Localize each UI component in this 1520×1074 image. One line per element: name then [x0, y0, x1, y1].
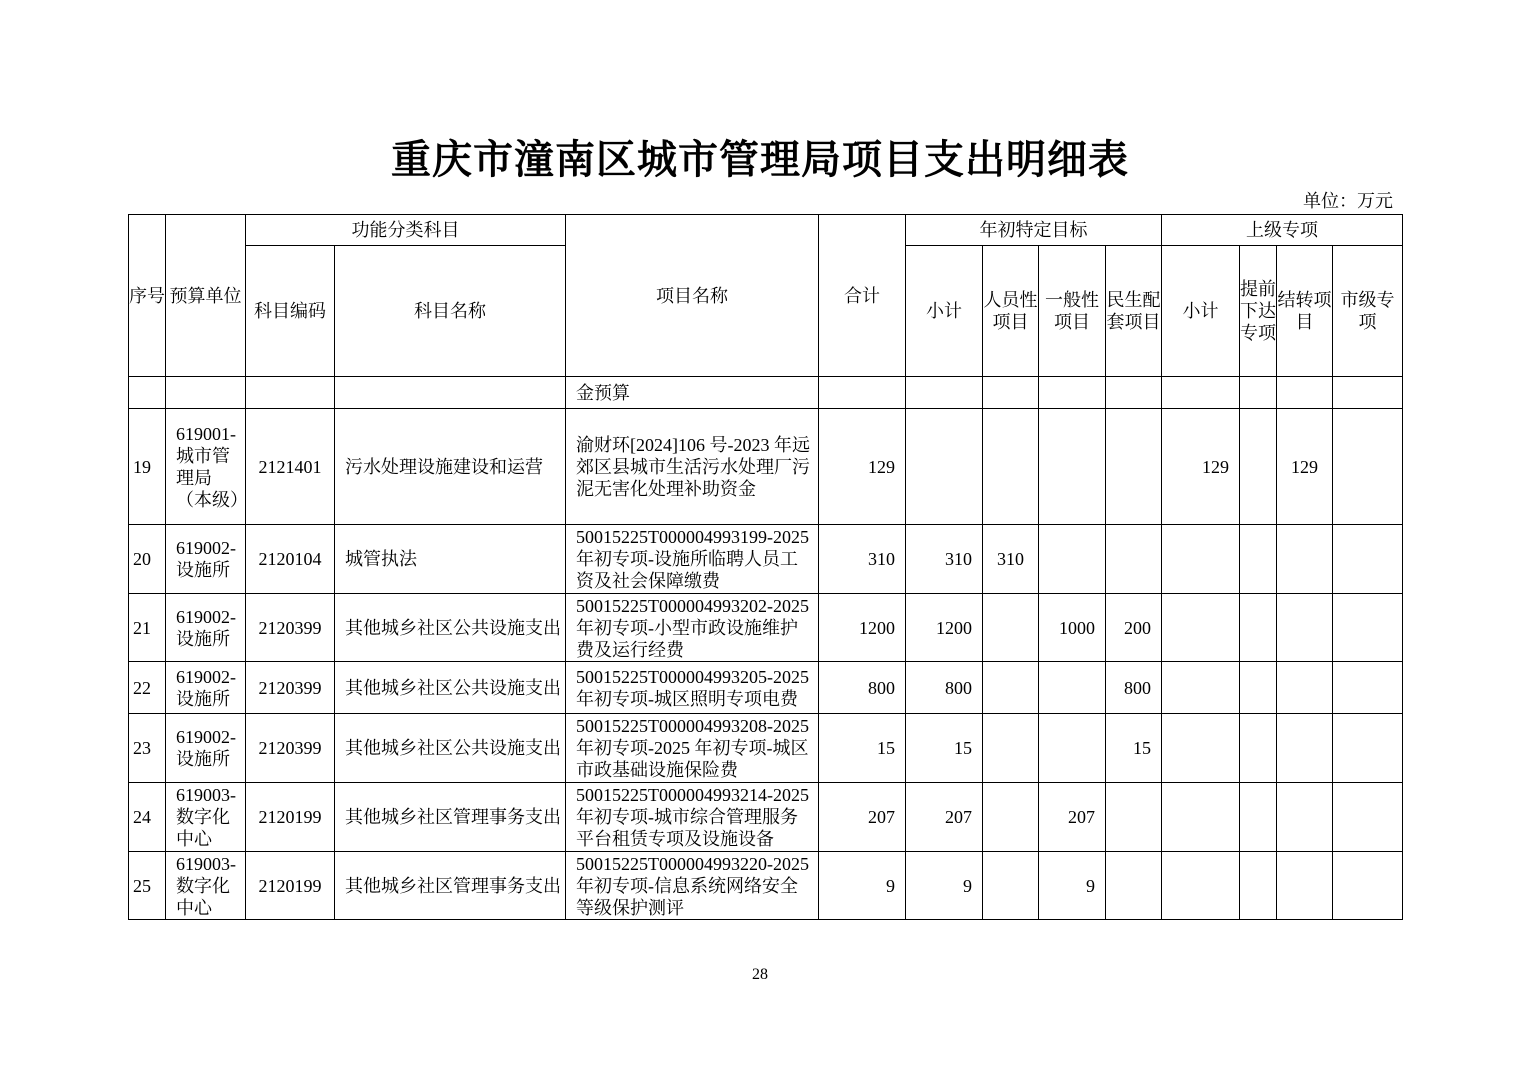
cell-budget-unit: 619002-设施所: [166, 525, 246, 594]
cell-subject-code: 2120399: [246, 714, 335, 783]
cell-sup-advance: [1240, 852, 1277, 920]
cell-sup-city: [1333, 714, 1403, 783]
cell-sup-advance: [1240, 525, 1277, 594]
cell-at-subtotal: 310: [906, 525, 983, 594]
cell-at-subtotal: 800: [906, 662, 983, 714]
cell-at-livelihood: [1106, 525, 1162, 594]
cell-total: 129: [819, 409, 906, 525]
header-subject-name: 科目名称: [335, 246, 566, 377]
cell-sup-advance: [1240, 409, 1277, 525]
cell-sup-carryover: [1277, 662, 1333, 714]
cell-subject-code: 2120399: [246, 662, 335, 714]
cell-sup-subtotal: [1162, 594, 1240, 662]
cell-index: 19: [129, 409, 166, 525]
cell-at-subtotal: [906, 409, 983, 525]
cell-sup-city: [1333, 852, 1403, 920]
continuation-project-name: 金预算: [566, 377, 819, 409]
cell-sup-carryover: 129: [1277, 409, 1333, 525]
header-sup-advance: 提前下达专项: [1240, 246, 1277, 377]
cell-sup-city: [1333, 525, 1403, 594]
cell-at-livelihood: 15: [1106, 714, 1162, 783]
cell-index: 21: [129, 594, 166, 662]
header-total: 合计: [819, 215, 906, 377]
cell-sup-subtotal: [1162, 525, 1240, 594]
cell-at-personnel: 310: [983, 525, 1039, 594]
cell-subject-name: 其他城乡社区管理事务支出: [335, 852, 566, 920]
cell-at-personnel: [983, 594, 1039, 662]
cell-at-subtotal: 15: [906, 714, 983, 783]
cell-at-livelihood: [1106, 783, 1162, 852]
header-project-name: 项目名称: [566, 215, 819, 377]
cell-total: 1200: [819, 594, 906, 662]
header-at-livelihood: 民生配套项目: [1106, 246, 1162, 377]
cell-sup-advance: [1240, 783, 1277, 852]
cell-sup-carryover: [1277, 714, 1333, 783]
cell-at-subtotal: 1200: [906, 594, 983, 662]
cell-budget-unit: 619002-设施所: [166, 594, 246, 662]
cell-sup-subtotal: [1162, 783, 1240, 852]
table-row: [129, 662, 1403, 714]
cell-total: 800: [819, 662, 906, 714]
page-number: 28: [752, 966, 768, 983]
cell-sup-city: [1333, 783, 1403, 852]
cell-sup-city: [1333, 409, 1403, 525]
table-row: [129, 783, 1403, 852]
cell-at-general: [1039, 662, 1106, 714]
table-row: [129, 594, 1403, 662]
continuation-row: [129, 377, 1403, 409]
header-sup-subtotal: 小计: [1162, 246, 1240, 377]
cell-sup-carryover: [1277, 594, 1333, 662]
cell-at-general: [1039, 714, 1106, 783]
cell-sup-city: [1333, 662, 1403, 714]
cell-subject-name: 城管执法: [335, 525, 566, 594]
cell-budget-unit: 619002-设施所: [166, 714, 246, 783]
header-at-general: 一般性项目: [1039, 246, 1106, 377]
cell-sup-carryover: [1277, 525, 1333, 594]
cell-subject-name: 其他城乡社区公共设施支出: [335, 594, 566, 662]
cell-index: 22: [129, 662, 166, 714]
header-superior: 上级专项: [1162, 215, 1403, 246]
cell-project-name: 50015225T000004993205-2025年初专项-城区照明专项电费: [566, 662, 819, 714]
cell-project-name: 50015225T000004993202-2025年初专项-小型市政设施维护费及运行经费: [566, 594, 819, 662]
cell-sup-advance: [1240, 594, 1277, 662]
cell-at-personnel: [983, 852, 1039, 920]
cell-at-subtotal: 9: [906, 852, 983, 920]
cell-sup-subtotal: [1162, 852, 1240, 920]
cell-budget-unit: 619002-设施所: [166, 662, 246, 714]
page-title: 重庆市潼南区城市管理局项目支出明细表: [391, 137, 1129, 182]
cell-sup-subtotal: [1162, 714, 1240, 783]
cell-total: 310: [819, 525, 906, 594]
cell-at-general: 207: [1039, 783, 1106, 852]
cell-total: 9: [819, 852, 906, 920]
cell-at-livelihood: [1106, 409, 1162, 525]
header-annual-target: 年初特定目标: [906, 215, 1162, 246]
cell-sup-carryover: [1277, 852, 1333, 920]
cell-at-livelihood: [1106, 852, 1162, 920]
header-index: 序号: [129, 215, 166, 377]
cell-index: 24: [129, 783, 166, 852]
header-at-subtotal: 小计: [906, 246, 983, 377]
cell-sup-advance: [1240, 662, 1277, 714]
cell-sup-subtotal: [1162, 662, 1240, 714]
header-sup-city: 市级专项: [1333, 246, 1403, 377]
cell-project-name: 50015225T000004993214-2025年初专项-城市综合管理服务平台租赁专项及设施设备: [566, 783, 819, 852]
cell-sup-carryover: [1277, 783, 1333, 852]
cell-project-name: 50015225T000004993199-2025年初专项-设施所临聘人员工资及社会保障缴费: [566, 525, 819, 594]
cell-at-general: [1039, 409, 1106, 525]
cell-sup-subtotal: 129: [1162, 409, 1240, 525]
cell-at-general: 9: [1039, 852, 1106, 920]
table-row: [129, 852, 1403, 920]
cell-index: 25: [129, 852, 166, 920]
cell-at-personnel: [983, 662, 1039, 714]
header-budget-unit: 预算单位: [166, 215, 246, 377]
cell-at-livelihood: 800: [1106, 662, 1162, 714]
cell-at-personnel: [983, 714, 1039, 783]
header-subject-code: 科目编码: [246, 246, 335, 377]
cell-subject-name: 其他城乡社区管理事务支出: [335, 783, 566, 852]
table-row: [129, 409, 1403, 525]
cell-subject-name: 其他城乡社区公共设施支出: [335, 714, 566, 783]
cell-subject-name: 其他城乡社区公共设施支出: [335, 662, 566, 714]
cell-sup-advance: [1240, 714, 1277, 783]
cell-project-name: 50015225T000004993208-2025年初专项-2025 年初专项-城区市政基础设施保险费: [566, 714, 819, 783]
cell-index: 20: [129, 525, 166, 594]
cell-total: 207: [819, 783, 906, 852]
cell-subject-code: 2120104: [246, 525, 335, 594]
cell-budget-unit: 619003-数字化中心: [166, 783, 246, 852]
cell-at-subtotal: 207: [906, 783, 983, 852]
cell-at-general: 1000: [1039, 594, 1106, 662]
cell-at-personnel: [983, 783, 1039, 852]
table-row: [129, 525, 1403, 594]
cell-budget-unit: 619003-数字化中心: [166, 852, 246, 920]
cell-budget-unit: 619001-城市管理局（本级）: [166, 409, 246, 525]
cell-subject-code: 2121401: [246, 409, 335, 525]
cell-at-personnel: [983, 409, 1039, 525]
header-func-class: 功能分类科目: [246, 215, 566, 246]
cell-at-general: [1039, 525, 1106, 594]
unit-label: 单位：万元: [1303, 191, 1393, 211]
cell-sup-city: [1333, 594, 1403, 662]
header-sup-carryover: 结转项目: [1277, 246, 1333, 377]
table-row: [129, 714, 1403, 783]
cell-index: 23: [129, 714, 166, 783]
header-at-personnel: 人员性项目: [983, 246, 1039, 377]
cell-subject-code: 2120399: [246, 594, 335, 662]
cell-subject-code: 2120199: [246, 852, 335, 920]
cell-project-name: 50015225T000004993220-2025年初专项-信息系统网络安全等级保护测评: [566, 852, 819, 920]
cell-subject-name: 污水处理设施建设和运营: [335, 409, 566, 525]
cell-at-livelihood: 200: [1106, 594, 1162, 662]
expenditure-table: [128, 214, 1403, 920]
cell-total: 15: [819, 714, 906, 783]
cell-project-name: 渝财环[2024]106 号-2023 年远郊区县城市生活污水处理厂污泥无害化处理补助资金: [566, 409, 819, 525]
cell-subject-code: 2120199: [246, 783, 335, 852]
